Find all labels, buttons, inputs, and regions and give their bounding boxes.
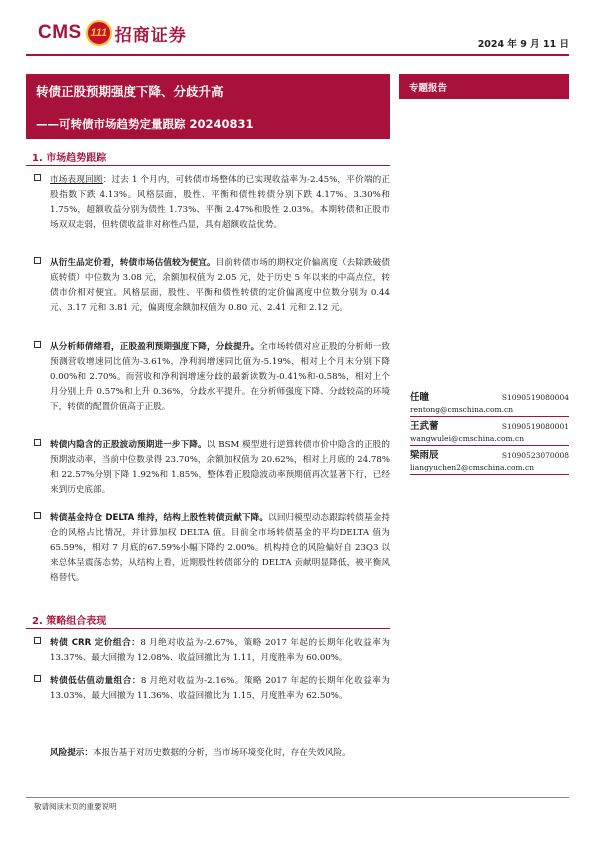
logo-en: CMS — [38, 22, 82, 43]
analyst-divider — [410, 445, 569, 446]
bullet-valuation — [34, 256, 390, 316]
checkbox-icon — [34, 675, 41, 682]
header-divider — [26, 54, 569, 56]
bullet-lead: 从衍生品定价看，转债市场估值较为便宜。 — [50, 258, 216, 268]
report-subtitle: ——可转债市场趋势定量跟踪 20240831 — [36, 117, 254, 131]
analyst-license: S1090523070008 — [501, 451, 569, 460]
bullet-text — [50, 674, 390, 704]
bullet-lead: 转债低估值动量组合： — [50, 676, 141, 686]
bullet-market-review — [34, 173, 390, 233]
section-heading-text: 1. 市场趋势跟踪 — [32, 153, 107, 164]
bullet-text — [50, 173, 390, 233]
company-logo — [38, 16, 187, 50]
bullet-analyst-sentiment — [34, 340, 390, 415]
bullet-body: 以回归模型动态跟踪转债基金持仓的风格占比情况，并计算加权 DELTA 值。目前全市场转债基金的平均DELTA 值为 65.59%，相对 7 月底的67.59%小幅下降约 2.00%。机构持仓的风险偏好自 23Q3 以来总体呈震荡态势，从结构上看，近期股性转债部分的 DELTA 贡献明显降低，被平衡风格替代。 — [50, 513, 390, 583]
logo-cn: 招商证券 — [114, 25, 187, 46]
bullet-lead: 转债内隐含的正股波动预期进一步下降。 — [50, 440, 207, 450]
checkbox-icon — [34, 512, 41, 519]
checkbox-icon — [34, 174, 41, 181]
bullet-crr-portfolio — [34, 636, 390, 666]
analyst-email[interactable]: wangwulei@cmschina.com.cn — [410, 434, 525, 443]
bullet-body: 8 月绝对收益为-2.16%。策略 2017 年起的长期年化收益率为 13.03%、最大回撤为 11.36%、收益回撤比为 1.15，月度胜率为 62.50%。 — [50, 676, 390, 701]
analyst-name: 梁雨辰 — [410, 450, 439, 461]
risk-body: 本报告基于对历史数据的分析，当市场环境变化时，存在失效风险。 — [92, 748, 351, 758]
analyst-name: 王武蕾 — [410, 421, 439, 432]
footer-divider — [26, 797, 569, 798]
checkbox-icon — [34, 257, 41, 264]
analyst-email[interactable]: liangyuchen2@cmschina.com.cn — [410, 463, 535, 472]
checkbox-icon — [34, 637, 41, 644]
analyst-divider — [410, 474, 569, 475]
bullet-body: 以 BSM 模型进行逆算转债市价中隐含的正股的预期波动率，当前中位数录得 23.70%，余额加权值为 20.62%，相对上月底的 24.78%和 22.57%分别下降 1.92%和 1.85%，整体看正股隐波动率预期值再次显著下行，已经来到历史底部。 — [50, 440, 390, 495]
bullet-fund-delta — [34, 511, 390, 586]
risk-warning — [50, 746, 390, 761]
bullet-body: 目前转债市场的期权定价偏离度（去除跌破债底转债）中位数为 3.08 元，余额加权值为 2.05 元，处于历史 5 年以来的中高点位，转债市价相对便宜。风格层面，股性、平衡和债性转债的定价偏离度中位数分别为 0.44 元、3.17 元和 3.81 元，偏离度余额加权值为 0.80 元、2.41 元和 2.12 元。 — [50, 258, 390, 313]
bullet-text — [50, 256, 390, 316]
risk-lead: 风险提示： — [50, 748, 93, 758]
section-heading-text: 2. 策略组合表现 — [32, 616, 107, 627]
bullet-text — [50, 511, 390, 586]
bullet-lead: 从分析师倩绪看，正股盈利预期强度下降，分歧提升。 — [50, 342, 260, 352]
bullet-lead: 转债 CRR 定价组合： — [50, 638, 141, 648]
report-title: 转债正股预期强度下降、分歧升高 — [36, 84, 224, 99]
bullet-lead: 市场表现回顾 — [50, 175, 103, 185]
analyst-license: S1090519080001 — [501, 422, 569, 431]
checkbox-icon — [34, 439, 41, 446]
logo-mark-icon: 111 — [86, 20, 112, 46]
footer-note: 敬请阅读末页的重要说明 — [34, 802, 117, 811]
bullet-body: 全市场转债对应正股的分析师一致预测营收增速同比值为-3.61%，净利润增速同比值为-5.19%，相对上个月末分别下降 0.00%和 2.70%。而营收和净利润增速分歧的最新读数为-0.41%和-0.58%，相对上个月分别上升 0.57%和上升 0.36%，分歧水平提升。在分析师强度下降、分歧较高的环境下，转债的配置价值高于正股。 — [50, 342, 390, 412]
bullet-text — [50, 438, 390, 498]
bullet-text — [50, 340, 390, 415]
analyst-card — [410, 418, 569, 446]
analyst-card — [410, 389, 569, 417]
report-date: 2024 年 9 月 11 日 — [477, 39, 569, 50]
report-type-label: 专题报告 — [409, 83, 448, 94]
bullet-text — [50, 636, 390, 666]
analyst-card — [410, 447, 569, 475]
bullet-body: 8 月绝对收益为-2.67%，策略 2017 年起的长期年化收益率为 13.37%、最大回撤为 12.08%、收益回撤比为 1.11，月度胜率为 60.00%。 — [50, 638, 390, 663]
section-heading-strategy — [26, 610, 390, 629]
checkbox-icon — [34, 341, 41, 348]
title-band — [26, 74, 390, 139]
analyst-license: S1090519080004 — [501, 393, 569, 402]
bullet-implied-vol — [34, 438, 390, 498]
bullet-body: ：过去 1 个月内，可转债市场整体的已实现收益率为-2.45%，平价端的正股指数下跌 4.13%。风格层面，股性、平衡和债性转债分别下跌 4.17%、3.30%和 1.75%，超额收益分别为债性 1.73%、平衡 2.47%和股性 2.03%。本期转债和正股市场双双走弱，但转债收益非对称性凸显，具有超额收益优势。 — [50, 175, 390, 230]
section-heading-market — [26, 147, 390, 166]
bullet-lead: 转债基金持仓 DELTA 维持，结构上股性转债贡献下降。 — [50, 513, 269, 523]
analyst-divider — [410, 416, 569, 417]
analyst-name: 任瞳 — [410, 392, 430, 403]
report-type-band — [399, 74, 569, 99]
analyst-email[interactable]: rentong@cmschina.com.cn — [410, 405, 514, 414]
bullet-momentum-portfolio — [34, 674, 390, 704]
